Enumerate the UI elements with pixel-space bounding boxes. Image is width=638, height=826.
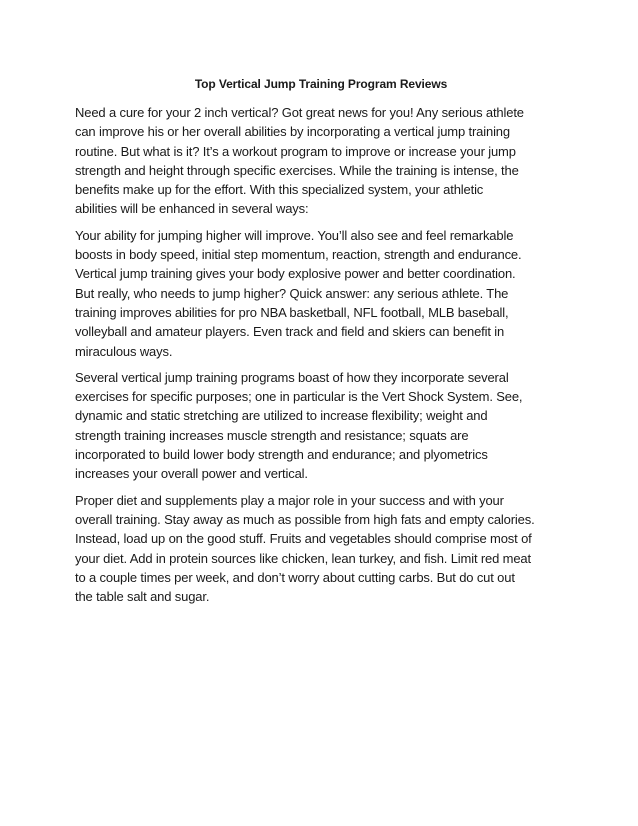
paragraph-line: dynamic and static stretching are utilized to increase flexibility; weight and: [75, 408, 488, 424]
paragraph-line: abilities will be enhanced in several ways:: [75, 201, 309, 217]
paragraph-line: But really, who needs to jump higher? Quick answer: any serious athlete. The: [75, 285, 509, 301]
paragraph-line: to a couple times per week, and don’t worry about cutting carbs. But do cut out: [75, 569, 515, 585]
paragraph-line: Vertical jump training gives your body explosive power and better coordination.: [75, 266, 516, 282]
paragraph-line: training improves abilities for pro NBA basketball, NFL football, MLB baseball,: [75, 304, 509, 320]
paragraph-line: can improve his or her overall abilities by incorporating a vertical jump training: [75, 124, 510, 140]
paragraph-line: Your ability for jumping higher will improve. You’ll also see and feel remarkable: [75, 227, 514, 243]
paragraph-line: Need a cure for your 2 inch vertical? Got great news for you! Any serious athlete: [75, 105, 524, 120]
paragraph-line: incorporated to build lower body strength and endurance; and plyometrics: [75, 447, 488, 463]
paragraph-line: routine. But what is it? It’s a workout program to improve or increase your jump: [75, 143, 516, 159]
paragraph-line: Several vertical jump training programs boast of how they incorporate several: [75, 369, 509, 385]
paragraph-line: your diet. Add in protein sources like chicken, lean turkey, and fish. Limit red meat: [75, 550, 531, 566]
paragraph-line: volleyball and amateur players. Even track and field and skiers can benefit in: [75, 324, 505, 340]
paragraph-intro: [75, 103, 567, 219]
paragraph-programs: [75, 368, 567, 484]
paragraph-line: benefits make up for the effort. With this specialized system, your athletic: [75, 182, 484, 198]
paragraph-diet: [75, 491, 567, 607]
document-body: [75, 76, 567, 613]
paragraph-line: strength and height through specific exercises. While the training is intense, the: [75, 162, 519, 178]
paragraph-line: Proper diet and supplements play a major role in your success and with your: [75, 492, 504, 508]
paragraph-line: exercises for specific purposes; one in particular is the Vert Shock System. See,: [75, 389, 523, 405]
paragraph-line: Instead, load up on the good stuff. Fruits and vegetables should comprise most of: [75, 531, 532, 547]
paragraph-line: miraculous ways.: [75, 343, 173, 359]
paragraph-line: boosts in body speed, initial step momentum, reaction, strength and endurance.: [75, 247, 522, 263]
paragraph-line: strength training increases muscle strength and resistance; squats are: [75, 427, 469, 443]
document-title: Top Vertical Jump Training Program Reviews: [194, 77, 448, 91]
paragraph-abilities: [75, 226, 567, 361]
paragraph-line: overall training. Stay away as much as possible from high fats and empty calories.: [75, 511, 535, 527]
paragraph-line: increases your overall power and vertical.: [75, 466, 308, 482]
paragraph-line: the table salt and sugar.: [75, 589, 210, 605]
